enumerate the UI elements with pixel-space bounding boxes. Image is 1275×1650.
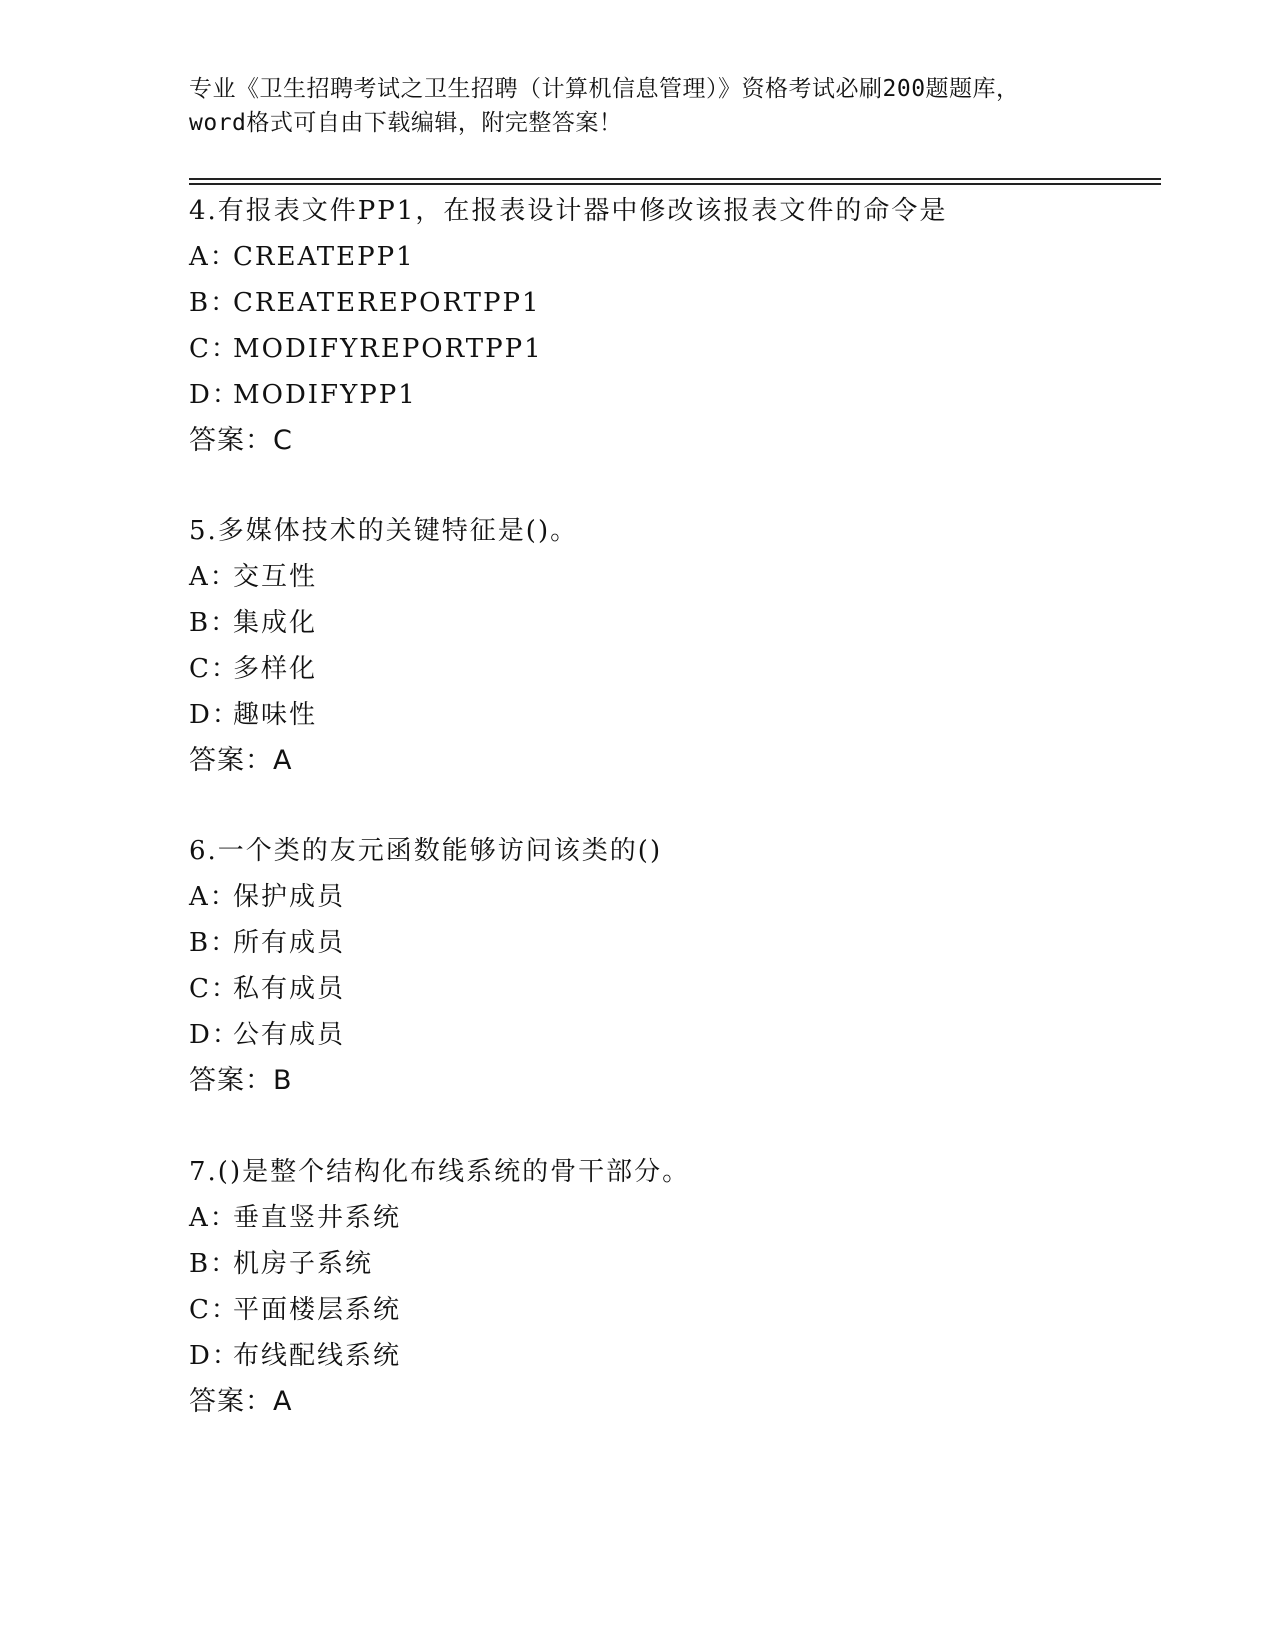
option-key: D：	[189, 380, 240, 410]
option-text: 保护成员	[233, 882, 346, 912]
answer-line: 答案：C	[189, 425, 293, 456]
option-b	[189, 280, 1149, 326]
option-d	[189, 1012, 1149, 1058]
question-title: 5.多媒体技术的关键特征是()。	[189, 516, 579, 546]
option-d	[189, 1333, 1149, 1379]
answer-line: 答案：A	[189, 1386, 293, 1417]
header-line-1: 专业《卫生招聘考试之卫生招聘（计算机信息管理）》资格考试必刷200题题库，	[189, 76, 1020, 102]
option-key: B：	[189, 288, 239, 318]
question-block	[189, 1149, 1149, 1425]
question-block	[189, 188, 1149, 464]
option-b	[189, 1241, 1149, 1287]
option-a	[189, 1195, 1149, 1241]
option-key: C：	[189, 974, 239, 1004]
answer-line: 答案：A	[189, 745, 293, 776]
option-text: 所有成员	[233, 928, 346, 958]
option-key: B：	[189, 1249, 239, 1279]
document-header	[189, 72, 1089, 140]
question-title: 7.()是整个结构化布线系统的骨干部分。	[189, 1157, 691, 1187]
option-text: 平面楼层系统	[233, 1295, 402, 1325]
question-block	[189, 508, 1149, 784]
header-divider-top	[189, 178, 1161, 180]
header-line-2: word格式可自由下载编辑，附完整答案！	[189, 110, 623, 136]
option-c	[189, 646, 1149, 692]
option-key: A：	[189, 562, 238, 592]
option-b	[189, 920, 1149, 966]
option-text: MODIFYREPORTPP1	[233, 334, 543, 364]
option-key: A：	[189, 882, 238, 912]
option-key: D：	[189, 1020, 240, 1050]
option-key: B：	[189, 608, 239, 638]
option-text: 私有成员	[233, 974, 346, 1004]
option-text: 布线配线系统	[233, 1341, 402, 1371]
option-text: CREATEREPORTPP1	[233, 288, 541, 318]
option-text: MODIFYPP1	[233, 380, 417, 410]
option-key: D：	[189, 1341, 240, 1371]
option-b	[189, 600, 1149, 646]
answer-line: 答案：B	[189, 1065, 293, 1096]
option-key: C：	[189, 1295, 239, 1325]
question-block	[189, 828, 1149, 1104]
option-c	[189, 1287, 1149, 1333]
option-a	[189, 234, 1149, 280]
option-text: CREATEPP1	[233, 242, 415, 272]
option-text: 机房子系统	[233, 1249, 374, 1279]
option-text: 交互性	[233, 562, 318, 592]
option-key: D：	[189, 700, 240, 730]
header-divider-bottom	[189, 183, 1161, 185]
option-c	[189, 966, 1149, 1012]
option-key: A：	[189, 242, 238, 272]
question-title: 6.一个类的友元函数能够访问该类的()	[189, 836, 663, 866]
option-d	[189, 372, 1149, 418]
option-key: C：	[189, 654, 239, 684]
option-text: 集成化	[233, 608, 318, 638]
option-a	[189, 874, 1149, 920]
option-c	[189, 326, 1149, 372]
option-text: 趣味性	[233, 700, 318, 730]
option-text: 垂直竖井系统	[233, 1203, 402, 1233]
option-text: 公有成员	[233, 1020, 346, 1050]
option-key: A：	[189, 1203, 238, 1233]
option-key: B：	[189, 928, 239, 958]
option-a	[189, 554, 1149, 600]
option-text: 多样化	[233, 654, 318, 684]
option-key: C：	[189, 334, 239, 364]
question-title: 4.有报表文件PP1，在报表设计器中修改该报表文件的命令是	[189, 196, 948, 226]
option-d	[189, 692, 1149, 738]
